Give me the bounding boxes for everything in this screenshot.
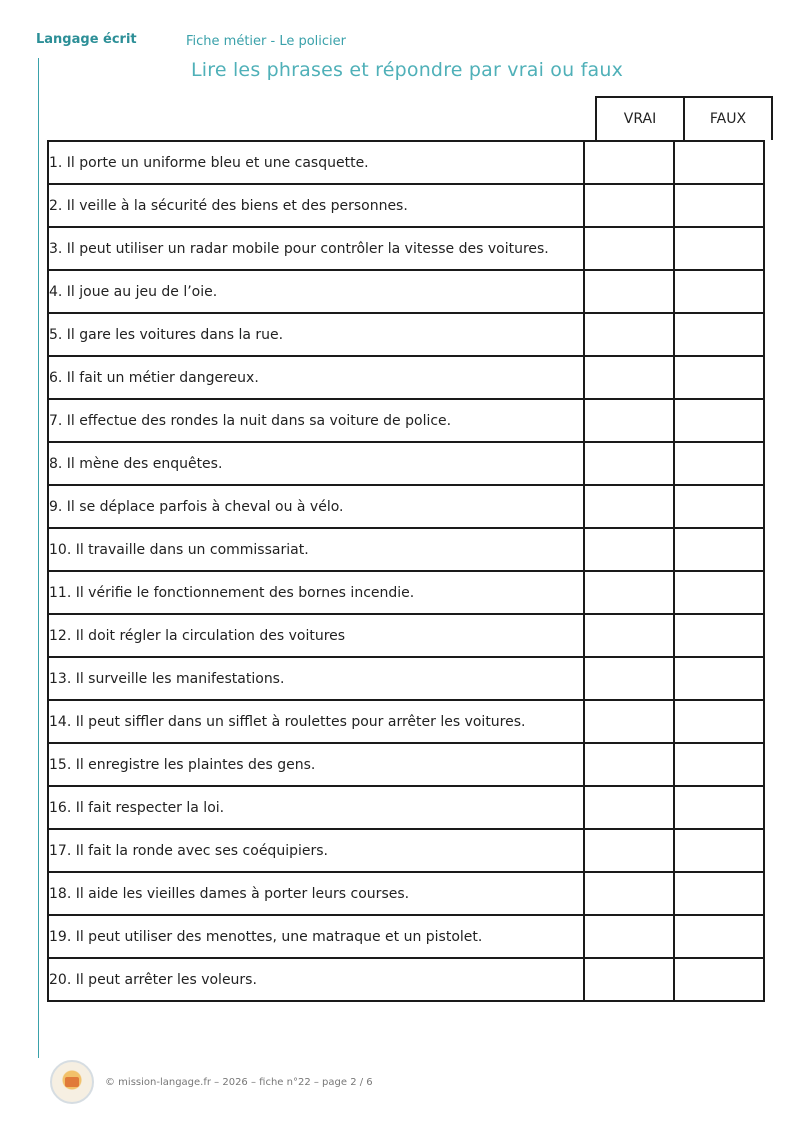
statement-row	[48, 356, 764, 399]
statement-text: 16. Il fait respecter la loi.	[48, 786, 584, 829]
statement-row	[48, 743, 764, 786]
false-answer-box[interactable]	[674, 915, 764, 958]
false-answer-box[interactable]	[674, 313, 764, 356]
true-answer-box[interactable]	[584, 915, 674, 958]
false-answer-box[interactable]	[674, 829, 764, 872]
answer-column-header	[595, 96, 773, 140]
true-answer-box[interactable]	[584, 227, 674, 270]
book-icon	[65, 1077, 79, 1087]
footer-text: © mission-langage.fr – 2026 – fiche n°22 – page 2 / 6	[105, 1077, 373, 1088]
statement-text: 4. Il joue au jeu de l’oie.	[48, 270, 584, 313]
true-answer-box[interactable]	[584, 270, 674, 313]
statement-row	[48, 614, 764, 657]
statement-text: 2. Il veille à la sécurité des biens et des personnes.	[48, 184, 584, 227]
false-answer-box[interactable]	[674, 442, 764, 485]
statement-row	[48, 442, 764, 485]
statement-text: 8. Il mène des enquêtes.	[48, 442, 584, 485]
statement-row	[48, 571, 764, 614]
false-answer-box[interactable]	[674, 571, 764, 614]
statement-text: 1. Il porte un uniforme bleu et une casquette.	[48, 141, 584, 184]
false-answer-box[interactable]	[674, 356, 764, 399]
true-answer-box[interactable]	[584, 528, 674, 571]
false-answer-box[interactable]	[674, 700, 764, 743]
quiz-table	[47, 140, 765, 1002]
statement-row	[48, 915, 764, 958]
true-answer-box[interactable]	[584, 442, 674, 485]
statement-row	[48, 313, 764, 356]
false-answer-box[interactable]	[674, 528, 764, 571]
statement-row	[48, 958, 764, 1001]
statement-row	[48, 399, 764, 442]
statement-text: 15. Il enregistre les plaintes des gens.	[48, 743, 584, 786]
true-answer-box[interactable]	[584, 614, 674, 657]
statement-text: 13. Il surveille les manifestations.	[48, 657, 584, 700]
true-answer-box[interactable]	[584, 786, 674, 829]
statement-row	[48, 184, 764, 227]
false-answer-box[interactable]	[674, 485, 764, 528]
statement-text: 9. Il se déplace parfois à cheval ou à vélo.	[48, 485, 584, 528]
statement-text: 5. Il gare les voitures dans la rue.	[48, 313, 584, 356]
false-answer-box[interactable]	[674, 614, 764, 657]
statement-text: 18. Il aide les vieilles dames à porter leurs courses.	[48, 872, 584, 915]
false-answer-box[interactable]	[674, 270, 764, 313]
statement-text: 12. Il doit régler la circulation des voitures	[48, 614, 584, 657]
section-label: Langage écrit	[36, 32, 137, 47]
statement-row	[48, 657, 764, 700]
true-answer-box[interactable]	[584, 657, 674, 700]
true-answer-box[interactable]	[584, 356, 674, 399]
true-answer-box[interactable]	[584, 700, 674, 743]
false-answer-box[interactable]	[674, 786, 764, 829]
mission-langage-logo	[50, 1060, 94, 1104]
statement-row	[48, 270, 764, 313]
statement-row	[48, 141, 764, 184]
true-answer-box[interactable]	[584, 571, 674, 614]
false-answer-box[interactable]	[674, 743, 764, 786]
statement-text: 17. Il fait la ronde avec ses coéquipiers.	[48, 829, 584, 872]
statement-text: 20. Il peut arrêter les voleurs.	[48, 958, 584, 1001]
true-answer-box[interactable]	[584, 958, 674, 1001]
true-column-label: VRAI	[623, 111, 657, 127]
true-answer-box[interactable]	[584, 313, 674, 356]
statement-row	[48, 485, 764, 528]
sidebar-line	[38, 58, 39, 1058]
false-answer-box[interactable]	[674, 958, 764, 1001]
statement-text: 7. Il effectue des rondes la nuit dans sa voiture de police.	[48, 399, 584, 442]
true-answer-box[interactable]	[584, 829, 674, 872]
false-answer-box[interactable]	[674, 141, 764, 184]
statement-text: 10. Il travaille dans un commissariat.	[48, 528, 584, 571]
statement-text: 3. Il peut utiliser un radar mobile pour contrôler la vitesse des voitures.	[48, 227, 584, 270]
false-answer-box[interactable]	[674, 399, 764, 442]
false-answer-box[interactable]	[674, 184, 764, 227]
statement-text: 19. Il peut utiliser des menottes, une matraque et un pistolet.	[48, 915, 584, 958]
sheet-title: Fiche métier - Le policier	[186, 34, 347, 49]
false-answer-box[interactable]	[674, 872, 764, 915]
true-answer-box[interactable]	[584, 485, 674, 528]
statement-text: 14. Il peut siffler dans un sifflet à roulettes pour arrêter les voitures.	[48, 700, 584, 743]
statement-row	[48, 528, 764, 571]
false-answer-box[interactable]	[674, 227, 764, 270]
true-answer-box[interactable]	[584, 743, 674, 786]
false-answer-box[interactable]	[674, 657, 764, 700]
statement-row	[48, 700, 764, 743]
true-answer-box[interactable]	[584, 141, 674, 184]
true-answer-box[interactable]	[584, 184, 674, 227]
statement-row	[48, 786, 764, 829]
statement-row	[48, 227, 764, 270]
statement-row	[48, 829, 764, 872]
instruction: Lire les phrases et répondre par vrai ou faux	[190, 59, 624, 81]
false-column-label: FAUX	[683, 98, 771, 140]
statement-text: 6. Il fait un métier dangereux.	[48, 356, 584, 399]
statement-row	[48, 872, 764, 915]
true-answer-box[interactable]	[584, 399, 674, 442]
true-answer-box[interactable]	[584, 872, 674, 915]
statement-text: 11. Il vérifie le fonctionnement des bornes incendie.	[48, 571, 584, 614]
